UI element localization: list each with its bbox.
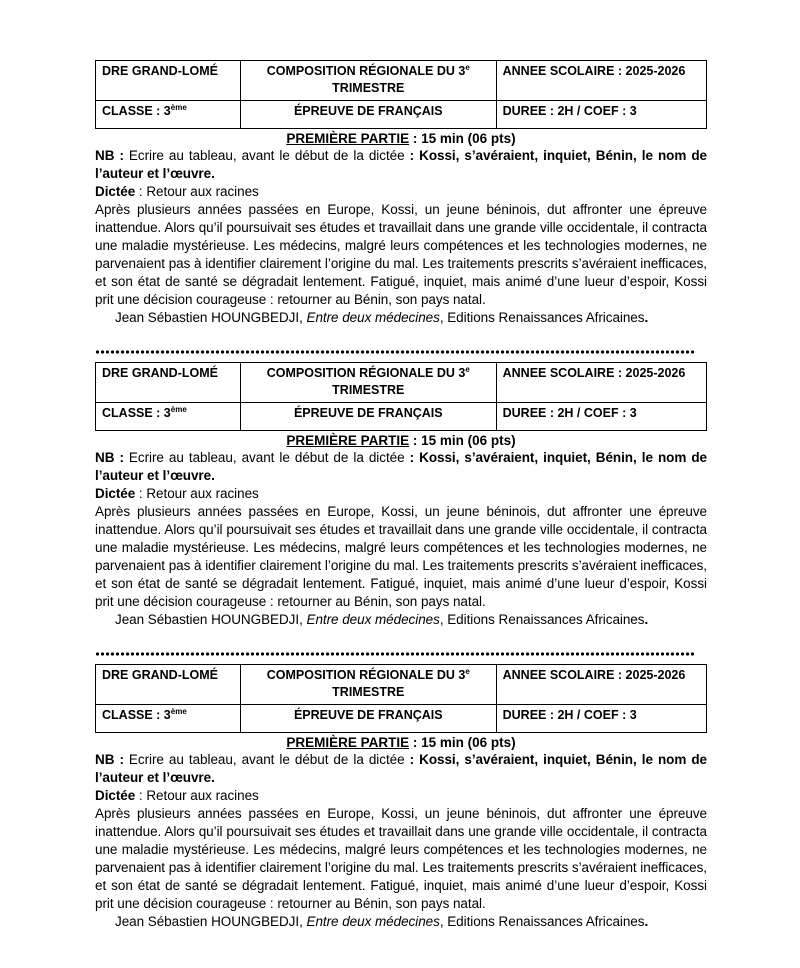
- composition-cell: COMPOSITION RÉGIONALE DU 3e TRIMESTRE: [240, 61, 496, 101]
- classe-cell: CLASSE : 3ème: [96, 705, 241, 733]
- dictee-title: Dictée : Retour aux racines: [95, 788, 259, 803]
- dictee-title: Dictée : Retour aux racines: [95, 486, 259, 501]
- dictee-body: Après plusieurs années passées en Europe, Kossi, un jeune béninois, dut affronter une épreuve inattendue. Alors qu’il poursuivait ses études et travaillait dans une grande ville occidentale, il contracta une maladie mystérieuse. Les médecins, malgré leurs compétences et les technologies modernes, ne parvenaient pas à identifier clairement l’origine du mal. Les traitements prescrits s’avéraient inefficaces, et son état de santé se dégradait lentement. Fatigué, inquiet, mais animé d’une lueur d’espoir, Kossi prit une décision courageuse : retourner au Bénin, son pays natal.: [95, 806, 707, 911]
- composition-cell: COMPOSITION RÉGIONALE DU 3e TRIMESTRE: [240, 363, 496, 403]
- part-title: PREMIÈRE PARTIE : 15 min (06 pts): [286, 735, 516, 750]
- duree-cell: DUREE : 2H / COEF : 3: [496, 705, 706, 733]
- part-title: PREMIÈRE PARTIE : 15 min (06 pts): [286, 131, 516, 146]
- nb-instruction: NB : Ecrire au tableau, avant le début de la dictée : Kossi, s’avéraient, inquiet, Bénin, le nom de l’auteur et l’œuvre.: [95, 148, 708, 181]
- cut-line-1: [95, 350, 695, 354]
- annee-cell: ANNEE SCOLAIRE : 2025-2026: [496, 363, 706, 403]
- dictee-body: Après plusieurs années passées en Europe, Kossi, un jeune béninois, dut affronter une épreuve inattendue. Alors qu’il poursuivait ses études et travaillait dans une grande ville occidentale, il contracta une maladie mystérieuse. Les médecins, malgré leurs compétences et les technologies modernes, ne parvenaient pas à identifier clairement l’origine du mal. Les traitements prescrits s’avéraient inefficaces, et son état de santé se dégradait lentement. Fatigué, inquiet, mais animé d’une lueur d’espoir, Kossi prit une décision courageuse : retourner au Bénin, son pays natal.: [95, 202, 707, 307]
- classe-cell: CLASSE : 3ème: [96, 101, 241, 129]
- part-title: PREMIÈRE PARTIE : 15 min (06 pts): [286, 433, 516, 448]
- dictee-title: Dictée : Retour aux racines: [95, 184, 259, 199]
- epreuve-cell: ÉPREUVE DE FRANÇAIS: [240, 101, 496, 129]
- nb-instruction: NB : Ecrire au tableau, avant le début de la dictée : Kossi, s’avéraient, inquiet, Bénin, le nom de l’auteur et l’œuvre.: [95, 450, 708, 483]
- nb-instruction: NB : Ecrire au tableau, avant le début de la dictée : Kossi, s’avéraient, inquiet, Bénin, le nom de l’auteur et l’œuvre.: [95, 752, 708, 785]
- annee-cell: ANNEE SCOLAIRE : 2025-2026: [496, 61, 706, 101]
- header-table: [95, 664, 707, 733]
- citation: Jean Sébastien HOUNGBEDJI, Entre deux médecines, Editions Renaissances Africaines.: [115, 914, 649, 929]
- composition-cell: COMPOSITION RÉGIONALE DU 3e TRIMESTRE: [240, 665, 496, 705]
- duree-cell: DUREE : 2H / COEF : 3: [496, 101, 706, 129]
- epreuve-cell: ÉPREUVE DE FRANÇAIS: [240, 403, 496, 431]
- duree-cell: DUREE : 2H / COEF : 3: [496, 403, 706, 431]
- header-table: [95, 60, 707, 129]
- exam-copy-3: [95, 664, 707, 931]
- citation: Jean Sébastien HOUNGBEDJI, Entre deux médecines, Editions Renaissances Africaines.: [115, 310, 649, 325]
- citation: Jean Sébastien HOUNGBEDJI, Entre deux médecines, Editions Renaissances Africaines.: [115, 612, 649, 627]
- dre-cell: DRE GRAND-LOMÉ: [96, 665, 241, 705]
- dre-cell: DRE GRAND-LOMÉ: [96, 363, 241, 403]
- dre-cell: DRE GRAND-LOMÉ: [96, 61, 241, 101]
- dictee-body: Après plusieurs années passées en Europe, Kossi, un jeune béninois, dut affronter une épreuve inattendue. Alors qu’il poursuivait ses études et travaillait dans une grande ville occidentale, il contracta une maladie mystérieuse. Les médecins, malgré leurs compétences et les technologies modernes, ne parvenaient pas à identifier clairement l’origine du mal. Les traitements prescrits s’avéraient inefficaces, et son état de santé se dégradait lentement. Fatigué, inquiet, mais animé d’une lueur d’espoir, Kossi prit une décision courageuse : retourner au Bénin, son pays natal.: [95, 504, 707, 609]
- exam-copy-1: [95, 60, 707, 327]
- epreuve-cell: ÉPREUVE DE FRANÇAIS: [240, 705, 496, 733]
- cut-line-2: [95, 652, 695, 656]
- classe-cell: CLASSE : 3ème: [96, 403, 241, 431]
- annee-cell: ANNEE SCOLAIRE : 2025-2026: [496, 665, 706, 705]
- header-table: [95, 362, 707, 431]
- exam-copy-2: [95, 362, 707, 629]
